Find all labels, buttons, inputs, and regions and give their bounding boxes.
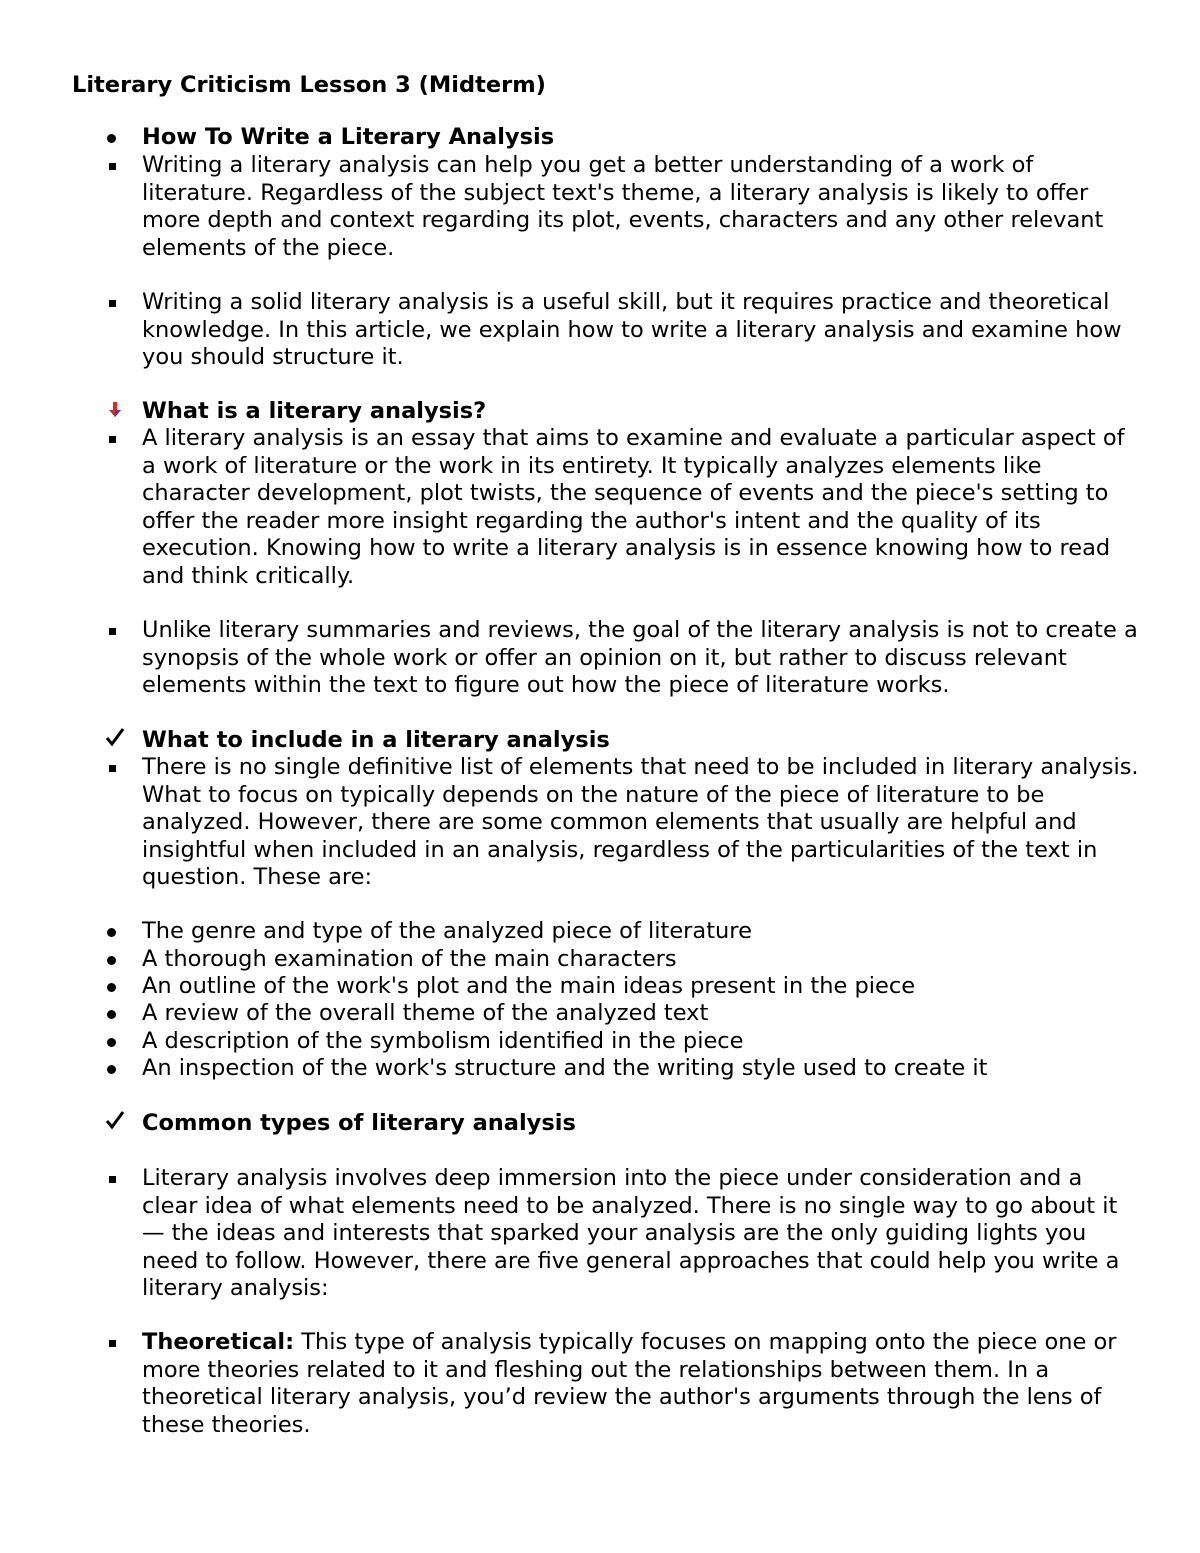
theoretical-text: This type of analysis typically focuses on mapping onto the piece one or more theories related to it and fleshing out the relationships between them. In a theoretical literary analysis, you’d review the author's arguments through the lens of these theories.: [142, 1329, 1117, 1438]
checkmark-icon: [104, 1108, 126, 1134]
arrow-down-icon: [108, 402, 122, 418]
bullet-disc-icon: [107, 1010, 116, 1019]
list-item: An inspection of the work's structure and the writing style used to create it: [142, 1055, 1142, 1083]
bullet-square-icon: [109, 163, 116, 170]
section-heading-what-to-include: What to include in a literary analysis: [142, 727, 1142, 755]
paragraph-theoretical: [142, 1329, 1142, 1439]
bullet-square-icon: [109, 765, 116, 772]
paragraph-include: There is no single definitive list of elements that need to be included in literary analysis. What to focus on typically depends on the nature of the piece of literature to be analyzed. However, there are some common elements that usually are helpful and insightful when included in an analysis, regardless of the particularities of the text in question. These are:: [142, 754, 1142, 892]
document-title: Literary Criticism Lesson 3 (Midterm): [72, 72, 546, 98]
checkmark-icon: [104, 725, 126, 751]
list-item: The genre and type of the analyzed piece of literature: [142, 918, 1142, 946]
bullet-square-icon: [109, 300, 116, 307]
bullet-disc-icon: [107, 956, 116, 965]
paragraph-unlike: Unlike literary summaries and reviews, the goal of the literary analysis is not to create a synopsis of the whole work or offer an opinion on it, but rather to discuss relevant elements within the text to figure out how the piece of literature works.: [142, 617, 1142, 700]
bullet-square-icon: [109, 1340, 116, 1347]
theoretical-label: Theoretical:: [142, 1329, 295, 1355]
section-heading-common-types: Common types of literary analysis: [142, 1110, 1142, 1138]
section-heading-how-to: How To Write a Literary Analysis: [142, 124, 1142, 152]
bullet-disc-icon: [107, 1038, 116, 1047]
paragraph-definition: A literary analysis is an essay that aims to examine and evaluate a particular aspect of a work of literature or the work in its entirety. It typically analyzes elements like character development, plot twists, the sequence of events and the piece's setting to offer the reader more insight regarding the author's intent and the quality of its execution. Knowing how to write a literary analysis is in essence knowing how to read and think critically.: [142, 425, 1142, 590]
bullet-square-icon: [109, 436, 116, 443]
bullet-square-icon: [109, 628, 116, 635]
section-heading-what-is: What is a literary analysis?: [142, 398, 1142, 426]
paragraph-skill: Writing a solid literary analysis is a useful skill, but it requires practice and theoretical knowledge. In this article, we explain how to write a literary analysis and examine how you should structure it.: [142, 289, 1142, 372]
paragraph-intro: Writing a literary analysis can help you get a better understanding of a work of literature. Regardless of the subject text's theme, a literary analysis is likely to offer more depth and context regarding its plot, events, characters and any other relevant elements of the piece.: [142, 152, 1142, 262]
list-item: An outline of the work's plot and the main ideas present in the piece: [142, 973, 1142, 1001]
paragraph-approaches: Literary analysis involves deep immersion into the piece under consideration and a clear idea of what elements need to be analyzed. There is no single way to go about it — the ideas and interests that sparked your analysis are the only guiding lights you need to follow. However, there are five general approaches that could help you write a literary analysis:: [142, 1165, 1142, 1303]
bullet-disc-icon: [107, 134, 116, 143]
bullet-disc-icon: [107, 983, 116, 992]
bullet-disc-icon: [107, 928, 116, 937]
list-item: A thorough examination of the main characters: [142, 946, 1142, 974]
bullet-disc-icon: [107, 1065, 116, 1074]
list-item: A description of the symbolism identified in the piece: [142, 1028, 1142, 1056]
bullet-square-icon: [109, 1176, 116, 1183]
list-item: A review of the overall theme of the analyzed text: [142, 1000, 1142, 1028]
